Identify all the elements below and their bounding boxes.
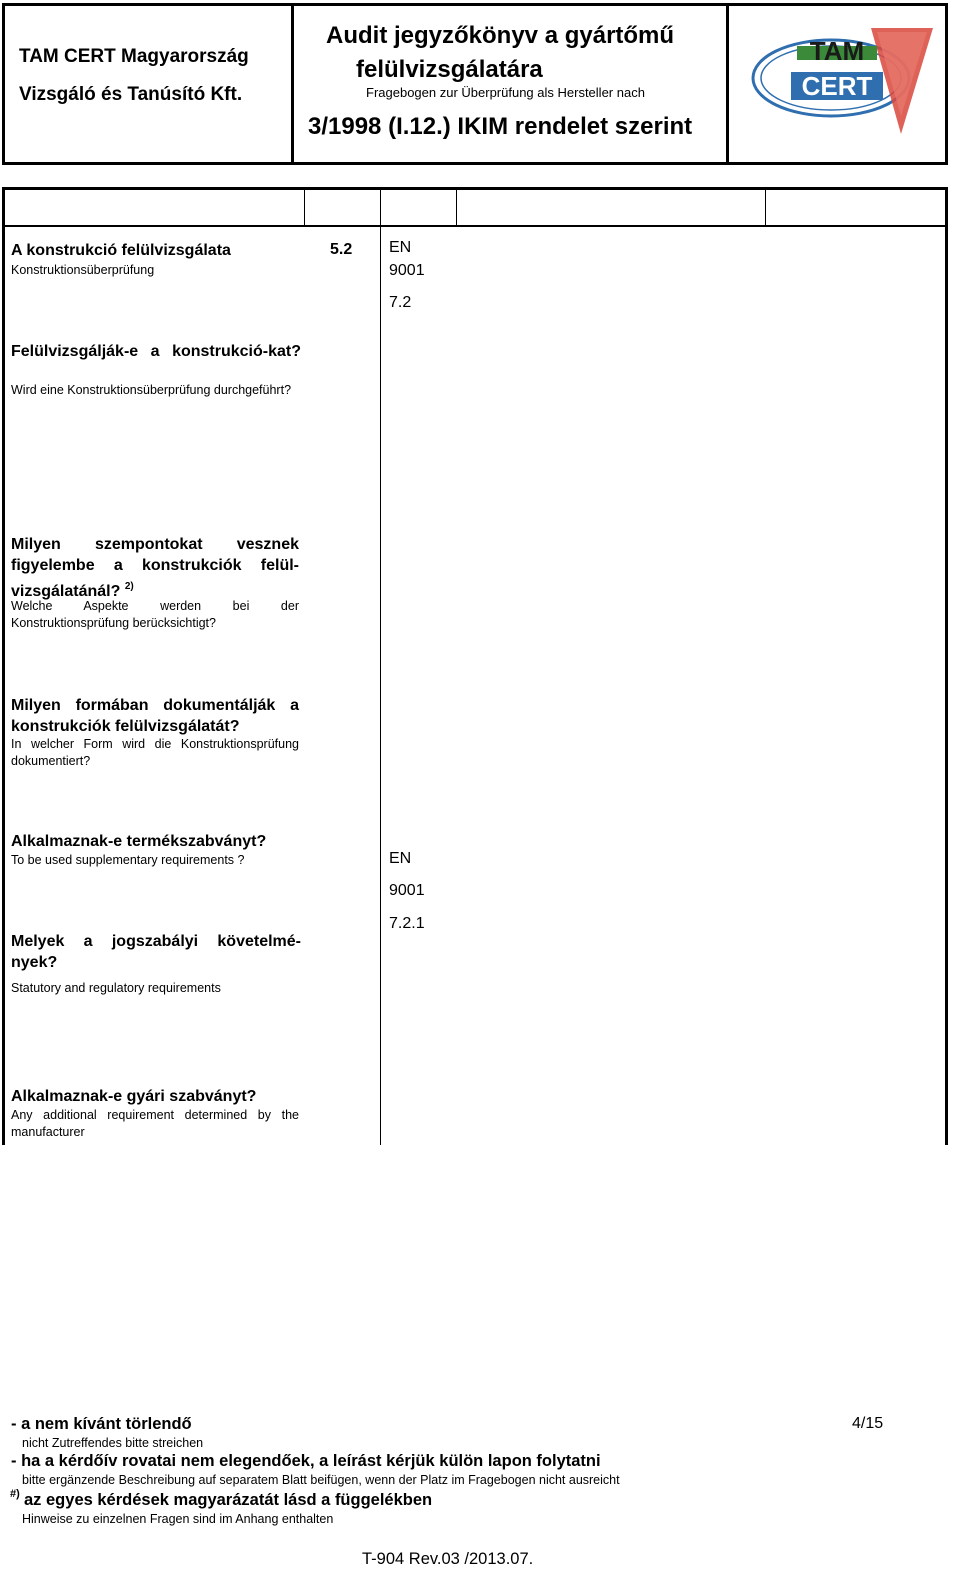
footnote-marker: #) xyxy=(10,1488,20,1500)
section-title: A konstrukció felülvizsgálata xyxy=(11,242,231,259)
footer-note: az egyes kérdések magyarázatát lásd a függelékben xyxy=(24,1491,433,1509)
document-id: T-904 Rev.03 /2013.07. xyxy=(362,1550,534,1568)
question-text-de: In welcher Form wird die Konstruktionsprüfung dokumentiert? xyxy=(11,737,299,768)
standard-ref: EN xyxy=(389,239,412,256)
table-header-divider xyxy=(2,225,948,227)
footer-note-de: Hinweise zu einzelnen Fragen sind im Anhang enthalten xyxy=(22,1512,334,1526)
question-text-de: Welche Aspekte werden bei der Konstruktionsprüfung berücksichtigt? xyxy=(11,599,299,630)
question-hu xyxy=(11,534,299,602)
question-de xyxy=(11,382,299,399)
document-header xyxy=(2,3,948,165)
footer-note: - ha a kérdőív rovatai nem elegendőek, a leírást kérjük külön lapon folytatni xyxy=(11,1452,601,1470)
question-text: Felülvizsgálják-e a konstrukció-kat? xyxy=(11,343,301,360)
logo-text-top: TAM xyxy=(809,36,865,66)
question-hu: Alkalmaznak-e termékszabványt? xyxy=(11,833,267,850)
standard-number: 9001 xyxy=(389,882,425,899)
column-divider xyxy=(456,187,457,227)
table-top-border xyxy=(2,187,948,190)
standard-ref: EN xyxy=(389,850,412,867)
footnote-marker: 2) xyxy=(124,581,134,592)
question-de xyxy=(11,1107,299,1141)
column-divider xyxy=(304,187,305,227)
page-number: 4/15 xyxy=(852,1415,884,1432)
regulation-reference: 3/1998 (I.12.) IKIM rendelet szerint xyxy=(308,113,693,140)
section-title-de: Konstruktionsüberprüfung xyxy=(11,263,155,277)
table-right-border xyxy=(945,187,948,1145)
company-subtitle: Vizsgáló és Tanúsító Kft. xyxy=(19,84,243,105)
document-subtitle: Fragebogen zur Überprüfung als Hersteller nach xyxy=(366,85,645,100)
question-de xyxy=(11,598,299,632)
question-text-de: Wird eine Konstruktionsüberprüfung durchgeführt? xyxy=(11,383,292,397)
standard-number: 9001 xyxy=(389,262,425,279)
logo-text-bottom: CERT xyxy=(801,71,873,101)
logo-cell xyxy=(729,6,945,162)
question-hu xyxy=(11,695,299,737)
tam-cert-logo xyxy=(751,16,937,146)
table-left-border xyxy=(2,187,5,1145)
document-title: Audit jegyzőkönyv a gyártőmű xyxy=(326,22,675,49)
question-de: To be used supplementary requirements ? xyxy=(11,853,245,867)
question-de: Statutory and regulatory requirements xyxy=(11,981,221,995)
question-hu: Alkalmaznak-e gyári szabványt? xyxy=(11,1088,257,1105)
question-de xyxy=(11,736,299,770)
title-cell xyxy=(294,6,729,162)
company-name: TAM CERT Magyarország xyxy=(19,46,249,67)
column-divider xyxy=(765,187,766,227)
clause-ref: 7.2 xyxy=(389,294,412,311)
question-text-de: Any additional requirement determined by the manufacturer xyxy=(11,1108,299,1139)
column-divider xyxy=(380,187,381,1145)
document-title-line2: felülvizsgálatára xyxy=(356,56,543,83)
question-hu xyxy=(11,341,301,362)
clause-ref: 7.2.1 xyxy=(389,915,425,932)
question-text: Milyen formában dokumentálják a konstrukciók felülvizsgálatát? xyxy=(11,697,299,735)
question-text: Melyek a jogszabályi követelmé-nyek? xyxy=(11,933,301,971)
section-number: 5.2 xyxy=(330,241,353,258)
question-text: Milyen szempontokat vesznek figyelembe a konstrukciók felül-vizsgálatánál? xyxy=(11,536,299,600)
question-hu xyxy=(11,931,301,973)
footer-note-de: nicht Zutreffendes bitte streichen xyxy=(22,1436,204,1450)
footer-note-de: bitte ergänzende Beschreibung auf separatem Blatt beifügen, wenn der Platz im Fragebogen nicht ausreicht xyxy=(22,1473,620,1487)
company-cell xyxy=(5,6,294,162)
footer-note: - a nem kívánt törlendő xyxy=(11,1415,192,1433)
